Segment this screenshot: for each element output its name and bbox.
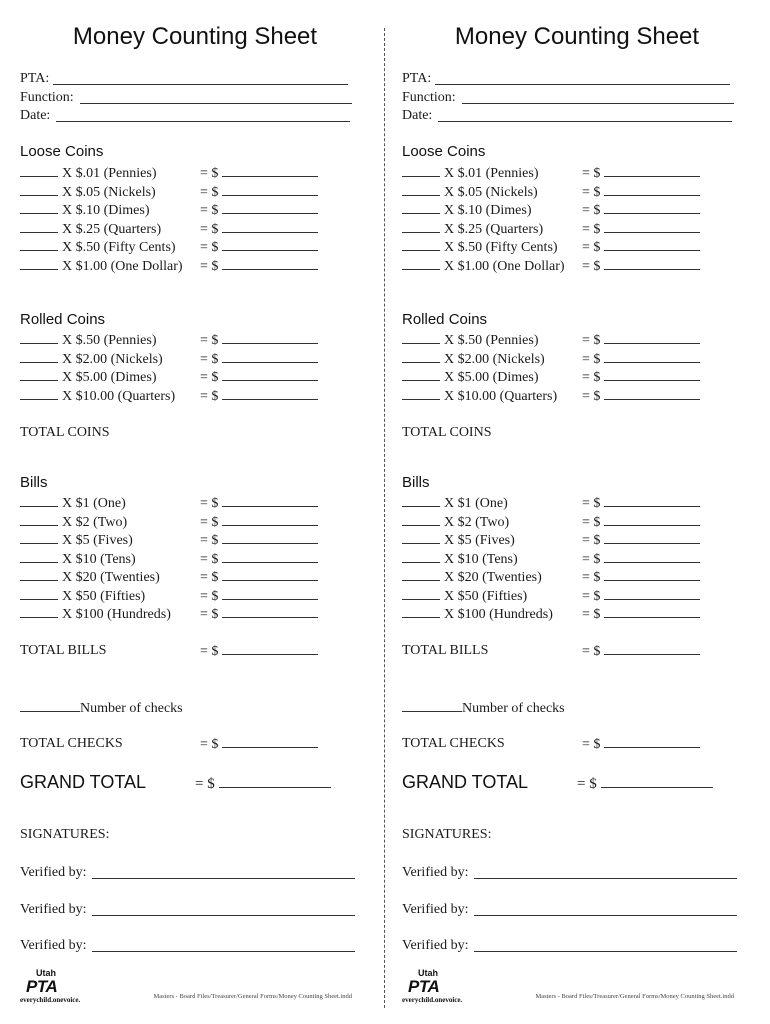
count-line[interactable] <box>20 387 58 400</box>
count-line[interactable] <box>20 350 58 363</box>
row-amount[interactable]: = $ <box>582 164 700 182</box>
count-line[interactable] <box>20 331 58 344</box>
row-amount[interactable]: = $ <box>582 368 700 386</box>
denomination-row <box>20 550 136 568</box>
amount-line[interactable] <box>222 531 318 544</box>
row-amount[interactable]: = $ <box>582 531 700 549</box>
row-amount[interactable]: = $ <box>200 568 318 586</box>
denomination-label: X $20 (Twenties) <box>62 570 160 585</box>
row-amount[interactable]: = $ <box>200 587 318 605</box>
denomination-label: X $20 (Twenties) <box>444 570 542 585</box>
date-line[interactable] <box>56 121 350 122</box>
denomination-label: X $.10 (Dimes) <box>62 203 150 218</box>
row-amount[interactable]: = $ <box>582 494 700 512</box>
verified-by-label: Verified by: <box>20 865 87 880</box>
function-line[interactable] <box>80 103 352 104</box>
denomination-label: X $2.00 (Nickels) <box>62 351 163 367</box>
amount-line[interactable] <box>222 550 318 563</box>
count-line[interactable] <box>402 368 440 381</box>
logo-state: Utah <box>36 968 56 978</box>
denomination-row <box>402 164 539 182</box>
sheet-title: Money Counting Sheet <box>454 23 700 50</box>
denomination-row <box>402 331 539 349</box>
denomination-label: X $100 (Hundreds) <box>444 607 553 622</box>
total-checks-label: TOTAL CHECKS <box>402 736 505 751</box>
logo-tagline: everychild.onevoice. <box>20 996 81 1004</box>
count-line[interactable] <box>20 513 58 526</box>
denomination-label: X $2.00 (Nickels) <box>444 351 545 367</box>
amount-line[interactable] <box>222 368 318 381</box>
count-line[interactable] <box>20 183 58 196</box>
amount-line[interactable] <box>604 238 700 251</box>
total-checks-amount[interactable]: = $ <box>200 735 318 753</box>
denomination-row <box>20 587 145 605</box>
denomination-label: X $5.00 (Dimes) <box>444 370 539 385</box>
row-amount[interactable]: = $ <box>200 164 318 182</box>
date-line[interactable] <box>438 121 732 122</box>
denomination-row <box>402 531 515 549</box>
denomination-label: X $.50 (Fifty Cents) <box>444 240 558 255</box>
date-label: Date: <box>402 108 433 123</box>
row-amount[interactable]: = $ <box>582 238 700 256</box>
count-line[interactable] <box>402 568 440 581</box>
count-line[interactable] <box>20 201 58 214</box>
row-amount[interactable]: = $ <box>582 350 700 368</box>
denomination-row <box>20 368 157 386</box>
bills-heading: Bills <box>402 474 430 491</box>
amount-line[interactable] <box>604 605 700 618</box>
denomination-row <box>20 513 127 531</box>
total-checks-amount[interactable]: = $ <box>582 735 700 753</box>
denomination-row <box>402 368 539 386</box>
amount-line[interactable] <box>222 350 318 363</box>
total-checks-label: TOTAL CHECKS <box>20 736 123 751</box>
denomination-row <box>402 568 542 586</box>
function-label: Function: <box>20 90 74 105</box>
denomination-label: X $1.00 (One Dollar) <box>444 258 565 274</box>
verified-by-label: Verified by: <box>20 902 87 917</box>
amount-line[interactable] <box>222 568 318 581</box>
denomination-row <box>20 164 157 182</box>
denomination-row <box>20 494 126 512</box>
denomination-label: X $10 (Tens) <box>62 551 136 567</box>
denomination-label: X $50 (Fifties) <box>62 588 146 604</box>
denomination-row <box>402 350 545 368</box>
denomination-row <box>20 387 175 405</box>
count-line[interactable] <box>20 368 58 381</box>
total-bills-label: TOTAL BILLS <box>20 643 107 658</box>
count-line[interactable] <box>20 605 58 618</box>
amount-line[interactable] <box>222 220 318 233</box>
row-amount[interactable]: = $ <box>200 387 318 405</box>
denomination-row <box>20 531 133 549</box>
amount-line[interactable] <box>222 587 318 600</box>
denomination-row <box>402 201 532 219</box>
row-amount[interactable]: = $ <box>582 183 700 201</box>
count-line[interactable] <box>20 550 58 563</box>
logo-mark: PTA <box>26 977 58 996</box>
footer-file-path: Masters - Board Files/Treasurer/General Forms/Money Counting Sheet.indd <box>535 993 734 1000</box>
amount-line[interactable] <box>604 513 700 526</box>
denomination-row <box>402 387 557 405</box>
denomination-label: X $1 (One) <box>62 496 126 511</box>
amount-line[interactable] <box>604 387 700 400</box>
verified-by-label: Verified by: <box>402 938 469 953</box>
count-line[interactable] <box>402 257 440 270</box>
amount-line[interactable] <box>222 605 318 618</box>
verified-by-line[interactable] <box>474 878 737 879</box>
amount-line[interactable] <box>604 350 700 363</box>
row-amount[interactable]: = $ <box>582 587 700 605</box>
row-amount[interactable]: = $ <box>200 605 318 623</box>
denomination-label: X $10 (Tens) <box>444 551 518 567</box>
denomination-label: X $10.00 (Quarters) <box>62 388 176 404</box>
denomination-row <box>402 220 543 238</box>
denomination-row <box>402 183 538 201</box>
row-amount[interactable]: = $ <box>200 494 318 512</box>
grand-total-label: GRAND TOTAL <box>402 772 529 792</box>
denomination-row <box>402 513 509 531</box>
count-line[interactable] <box>402 183 440 196</box>
verified-by-line[interactable] <box>92 951 355 952</box>
number-of-checks: Number of checks <box>402 699 565 717</box>
verified-by-line[interactable] <box>474 951 737 952</box>
total-bills-amount[interactable]: = $ <box>582 642 700 660</box>
amount-line[interactable] <box>222 164 318 177</box>
row-amount[interactable]: = $ <box>200 331 318 349</box>
denomination-label: X $.01 (Pennies) <box>444 166 539 181</box>
denomination-label: X $2 (Two) <box>62 514 128 530</box>
row-amount[interactable]: = $ <box>200 238 318 256</box>
amount-line[interactable] <box>222 735 318 748</box>
amount-line[interactable] <box>604 164 700 177</box>
amount-line[interactable] <box>604 735 700 748</box>
amount-line[interactable] <box>222 238 318 251</box>
row-amount[interactable]: = $ <box>200 368 318 386</box>
sheet-title: Money Counting Sheet <box>72 23 318 50</box>
grand-total-amount[interactable]: = $ <box>577 773 713 793</box>
row-amount[interactable]: = $ <box>582 201 700 219</box>
denomination-row <box>402 587 527 605</box>
loose-coins-heading: Loose Coins <box>402 143 486 160</box>
page-divider <box>384 28 385 1008</box>
verified-by-line[interactable] <box>474 915 737 916</box>
denomination-label: X $.50 (Fifty Cents) <box>62 240 176 255</box>
count-line[interactable] <box>402 531 440 544</box>
pta-line[interactable] <box>53 84 348 85</box>
denomination-row <box>20 201 150 219</box>
row-amount[interactable]: = $ <box>200 201 318 219</box>
amount-line[interactable] <box>222 513 318 526</box>
denomination-label: X $.25 (Quarters) <box>444 221 544 237</box>
logo-state: Utah <box>418 968 438 978</box>
row-amount[interactable]: = $ <box>200 513 318 531</box>
denomination-row <box>402 257 565 275</box>
count-line[interactable] <box>402 494 440 507</box>
function-label: Function: <box>402 90 456 105</box>
row-amount[interactable]: = $ <box>582 220 700 238</box>
signatures-label: SIGNATURES: <box>20 827 110 842</box>
count-line[interactable] <box>402 164 440 177</box>
count-line[interactable] <box>402 201 440 214</box>
denomination-row <box>20 238 176 256</box>
signatures-label: SIGNATURES: <box>402 827 492 842</box>
denomination-row <box>20 183 156 201</box>
logo-mark: PTA <box>408 977 440 996</box>
denomination-row <box>20 257 183 275</box>
bills-heading: Bills <box>20 474 48 491</box>
count-line[interactable] <box>402 513 440 526</box>
denomination-row <box>20 605 171 623</box>
utah-pta-logo <box>402 968 472 1004</box>
amount-line[interactable] <box>222 331 318 344</box>
count-line[interactable] <box>402 587 440 600</box>
rolled-coins-heading: Rolled Coins <box>402 311 488 328</box>
verified-by-line[interactable] <box>92 915 355 916</box>
verified-by-label: Verified by: <box>20 938 87 953</box>
count-line[interactable] <box>402 331 440 344</box>
loose-coins-heading: Loose Coins <box>20 143 104 160</box>
denomination-label: X $10.00 (Quarters) <box>444 388 558 404</box>
amount-line[interactable] <box>222 494 318 507</box>
denomination-label: X $.05 (Nickels) <box>444 184 538 200</box>
row-amount[interactable]: = $ <box>582 605 700 623</box>
total-bills-amount[interactable]: = $ <box>200 642 318 660</box>
amount-line[interactable] <box>604 368 700 381</box>
total-coins-label: TOTAL COINS <box>20 425 110 440</box>
count-line[interactable] <box>20 257 58 270</box>
row-amount[interactable]: = $ <box>582 331 700 349</box>
count-line[interactable] <box>20 164 58 177</box>
pta-line[interactable] <box>435 84 730 85</box>
money-counting-sheet-left <box>20 0 370 1024</box>
amount-line[interactable] <box>601 773 713 788</box>
checks-count-line[interactable] <box>402 699 462 712</box>
amount-line[interactable] <box>604 494 700 507</box>
count-line[interactable] <box>20 531 58 544</box>
checks-count-line[interactable] <box>20 699 80 712</box>
denomination-label: X $5 (Fives) <box>62 533 133 548</box>
denomination-row <box>20 350 163 368</box>
denomination-label: X $.10 (Dimes) <box>444 203 532 218</box>
count-line[interactable] <box>402 238 440 251</box>
denomination-row <box>20 220 161 238</box>
count-line[interactable] <box>402 605 440 618</box>
amount-line[interactable] <box>604 550 700 563</box>
amount-line[interactable] <box>604 531 700 544</box>
denomination-row <box>402 550 518 568</box>
row-amount[interactable]: = $ <box>200 220 318 238</box>
row-amount[interactable]: = $ <box>200 257 318 275</box>
amount-line[interactable] <box>222 387 318 400</box>
count-line[interactable] <box>402 387 440 400</box>
denomination-label: X $2 (Two) <box>444 514 510 530</box>
count-line[interactable] <box>20 494 58 507</box>
row-amount[interactable]: = $ <box>582 513 700 531</box>
amount-line[interactable] <box>604 642 700 655</box>
amount-line[interactable] <box>219 773 331 788</box>
denomination-label: X $100 (Hundreds) <box>62 607 171 622</box>
denomination-label: X $.05 (Nickels) <box>62 184 156 200</box>
row-amount[interactable]: = $ <box>582 550 700 568</box>
count-line[interactable] <box>20 587 58 600</box>
count-line[interactable] <box>402 550 440 563</box>
amount-line[interactable] <box>604 220 700 233</box>
logo-tagline: everychild.onevoice. <box>402 996 463 1004</box>
count-line[interactable] <box>20 238 58 251</box>
denomination-row <box>20 331 157 349</box>
amount-line[interactable] <box>604 201 700 214</box>
footer-file-path: Masters - Board Files/Treasurer/General Forms/Money Counting Sheet.indd <box>153 993 352 1000</box>
rolled-coins-heading: Rolled Coins <box>20 311 106 328</box>
pta-label: PTA: <box>402 71 432 86</box>
row-amount[interactable]: = $ <box>200 550 318 568</box>
grand-total-amount[interactable]: = $ <box>195 773 331 793</box>
row-amount[interactable]: = $ <box>200 531 318 549</box>
amount-line[interactable] <box>604 257 700 270</box>
count-line[interactable] <box>20 568 58 581</box>
count-line[interactable] <box>402 350 440 363</box>
row-amount[interactable]: = $ <box>200 350 318 368</box>
total-bills-label: TOTAL BILLS <box>402 643 489 658</box>
denomination-row <box>402 238 558 256</box>
amount-line[interactable] <box>604 183 700 196</box>
amount-line[interactable] <box>222 183 318 196</box>
number-of-checks: Number of checks <box>20 699 183 717</box>
denomination-row <box>402 605 553 623</box>
denomination-label: X $.25 (Quarters) <box>62 221 162 237</box>
grand-total-label: GRAND TOTAL <box>20 772 147 792</box>
row-amount[interactable]: = $ <box>582 568 700 586</box>
denomination-row <box>402 494 508 512</box>
utah-pta-logo <box>20 968 90 1004</box>
denomination-label: X $1.00 (One Dollar) <box>62 258 183 274</box>
row-amount[interactable]: = $ <box>582 257 700 275</box>
denomination-label: X $.50 (Pennies) <box>444 333 539 348</box>
function-line[interactable] <box>462 103 734 104</box>
amount-line[interactable] <box>222 642 318 655</box>
denomination-label: X $1 (One) <box>444 496 508 511</box>
amount-line[interactable] <box>604 331 700 344</box>
denomination-label: X $5 (Fives) <box>444 533 515 548</box>
amount-line[interactable] <box>222 257 318 270</box>
denomination-label: X $50 (Fifties) <box>444 588 528 604</box>
denomination-row <box>20 568 160 586</box>
date-label: Date: <box>20 108 51 123</box>
row-amount[interactable]: = $ <box>200 183 318 201</box>
row-amount[interactable]: = $ <box>582 387 700 405</box>
amount-line[interactable] <box>604 587 700 600</box>
verified-by-line[interactable] <box>92 878 355 879</box>
amount-line[interactable] <box>222 201 318 214</box>
denomination-label: X $.01 (Pennies) <box>62 166 157 181</box>
denomination-label: X $.50 (Pennies) <box>62 333 157 348</box>
denomination-label: X $5.00 (Dimes) <box>62 370 157 385</box>
pta-label: PTA: <box>20 71 50 86</box>
verified-by-label: Verified by: <box>402 865 469 880</box>
count-line[interactable] <box>20 220 58 233</box>
count-line[interactable] <box>402 220 440 233</box>
amount-line[interactable] <box>604 568 700 581</box>
total-coins-label: TOTAL COINS <box>402 425 492 440</box>
verified-by-label: Verified by: <box>402 902 469 917</box>
money-counting-sheet-right <box>402 0 752 1024</box>
